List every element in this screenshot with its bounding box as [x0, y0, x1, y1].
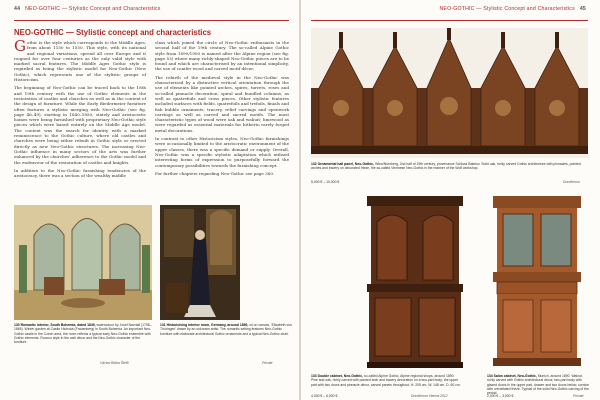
- caption-131: 131 Historicising interior room, Germany, around 1890, oil on canvas, 'Elisabeth von Thüringen' drawn by an unknown artist. The romantic setting features Neo-Gothic furniture with elaborate architectural Gothic ornaments and a typical Neo-Gothic chair.: [160, 323, 292, 336]
- paragraph-7: For further chapters regarding Neo-Gothic see page 360.: [155, 170, 275, 176]
- figure-131-oil-painting: [160, 205, 240, 320]
- left-page-number: 44: [14, 6, 21, 12]
- paragraph-5: The rebirth of the medieval style in the Neo-Gothic was characterised by a distinctive vertical orientation through the use of elements like pointed arches, spires, turrets, roses and so-called pinnacle decoration, spiral and bundled columns, as well as quatrefoils and cross pieces. Other stylistic features included surfaces with fields, quatrefoils and trefoils, finials and fish bubble ornaments, tracery, relief carvings and openwork carvings as well as carved and sacred motifs. The most characteristic types of wood were oak and walnut; limewood as were regarded as essential materials for hitherto rarely forged metal decorations.: [155, 74, 289, 133]
- credit-134: Private: [573, 394, 584, 398]
- caption-132: 132 Ornamental hall panel, Neo-Gothic, Wien/Nürnberg, 2nd half of 19th century, provenance Schloss Batelov. Solid oak, richly carved Gothic architecture with pinnacles, pointed arches and tracery on decorated frieze, the so-called Viennese Neo-Gothic in the manner of the Wolf workshop.: [311, 162, 581, 171]
- double-cabinet-illustration: [363, 192, 467, 372]
- paragraph-2: The beginning of Neo-Gothic can be traced back to the 18th and 19th century with the use of Gothic elements in the restoration of castles and churches as well as in the context of the design of furniture. While the Early Biedermeier furniture often features a stylistic merging with Neo-Gothic (see fig. page 46–49), starting in 1840–1850, stately and aristocratic homes were being furnished with proprietary Neo-Gothic style pieces which were based entirely on the Middle Age model. The context was the search for identity with a marked reminiscence to the Gothic culture, where old castles and churches were being either rebuilt in Gothic style or erected directly as new Neo-Gothic structures. The increasing Neo-Gothic influence in many sectors of the arts was further enhanced by the churches' adherence to the Gothic model and the endeavour of the restoration of castles and knights.: [14, 85, 146, 165]
- caption-133: 133 Double cabinet, Neo-Gothic, so-called Alpine Gothic, Alpine regional shops, around 1890. Pine and oak, richly carved with pointed arch and tracery decoration on a two-part body; the upper part with two doors and pinnacle décor, carved panels throughout. H. 205 cm, W. 148 cm, D. 60 cm.: [311, 374, 461, 387]
- figure-130-watercolour-interior: [14, 205, 152, 320]
- left-text-column-2: [155, 40, 289, 179]
- ornamental-panel-illustration: [311, 28, 588, 158]
- paragraph-1: Gothic is the style which corresponds to the Middle Ages, from about 1150 to 1550. This style, with its national and regional variations, spread all over Europe and it reigned for over four centuries as the only valid style with marked sacral features. The Middle Ages Gothic style is regarded as being the stylistic model for Neo-Gothic (New Gothic), which represents one of the stylistic groups of Historicism.: [14, 37, 146, 83]
- credit-132: Dorotheum: [563, 180, 580, 184]
- right-page-number: 45: [579, 6, 586, 12]
- caption-134: 134 Salon cabinet, Neo-Gothic, Munich, around 1890. Walnut, richly carved with Gothic architectural décor, two-part body with glazed doors in the upper part, drawer and two doors below, cornice with crenellated frieze. Typical of the solid Neo-Gothic carving of the period.: [487, 374, 589, 396]
- right-header-rule: [311, 20, 588, 21]
- caption-130: 130 Romantic interior, South Bohemia, dated 1849, watercolour by Josef Navrátil (1798–1865). Winter garden at Castle Hluboká (Frauenberg) in South Bohemia. An important Neo-Gothic castle in the Czech area, the room reflects a typical early Neo-Gothic ensemble with Gothic elements. Rococo style in the wall décor and the Neo-Gothic character of the furniture.: [14, 323, 152, 345]
- price-134: 2,000 € – 3,000 €: [487, 394, 514, 398]
- right-running-head-text: NEO-GOTHIC — Stylistic Concept and Characteristics: [439, 6, 575, 12]
- left-running-head-text: NEO-GOTHIC — Stylistic Concept and Characteristics: [25, 6, 161, 12]
- interior-illustration: [14, 205, 152, 320]
- figure-132-ornamental-panel: [311, 28, 588, 158]
- left-text-column-1: [14, 37, 146, 181]
- figure-133-double-cabinet: [363, 192, 467, 372]
- paragraph-3: In addition to the Neo-Gothic furnishing tendencies of the aristocracy, there was a section of the wealthy middle: [14, 167, 146, 179]
- painting-illustration: [160, 205, 240, 320]
- left-running-head: [14, 6, 161, 18]
- credit-130: Václav Bláha Šteffl: [100, 361, 129, 365]
- figure-134-salon-cabinet: [487, 192, 587, 372]
- right-running-head: [439, 6, 586, 18]
- credit-133: Dorotheum Vienna 2012: [411, 394, 448, 398]
- page-title: NEO-GOTHIC — Stylistic concept and characteristics: [14, 28, 212, 37]
- salon-cabinet-illustration: [487, 192, 587, 372]
- credit-131: Private: [262, 361, 273, 365]
- left-page: [0, 0, 299, 400]
- paragraph-6: In contrast to other Historicism styles, Neo-Gothic furnishings were occasionally limited to the aristocratic environment of the upper classes, there was a specific demand or supply. Overall, Neo-Gothic was a specific stylistic adaptation which utilised interesting forms of expression to purposefully forward the contemporary possibilities towards the furnishing concept.: [155, 136, 289, 168]
- left-header-rule: [14, 20, 289, 21]
- drop-cap: G: [14, 37, 26, 55]
- right-page: [301, 0, 600, 400]
- paragraph-4: class which joined the circle of Neo-Gothic enthusiasts in the second half of the 19th century. The so-called Alpine Gothic style from 1890/1900 is named after the Alpine region (see fig. page 53) where many richly-shaped Neo-Gothic pieces are to be found and which are characterised by an intentional simplicity, the use of conifer wood and carved motif décor.: [155, 40, 289, 72]
- price-132: 5,000 € – 10,000 €: [311, 180, 340, 184]
- price-133: 4,000 € – 6,000 €: [311, 394, 338, 398]
